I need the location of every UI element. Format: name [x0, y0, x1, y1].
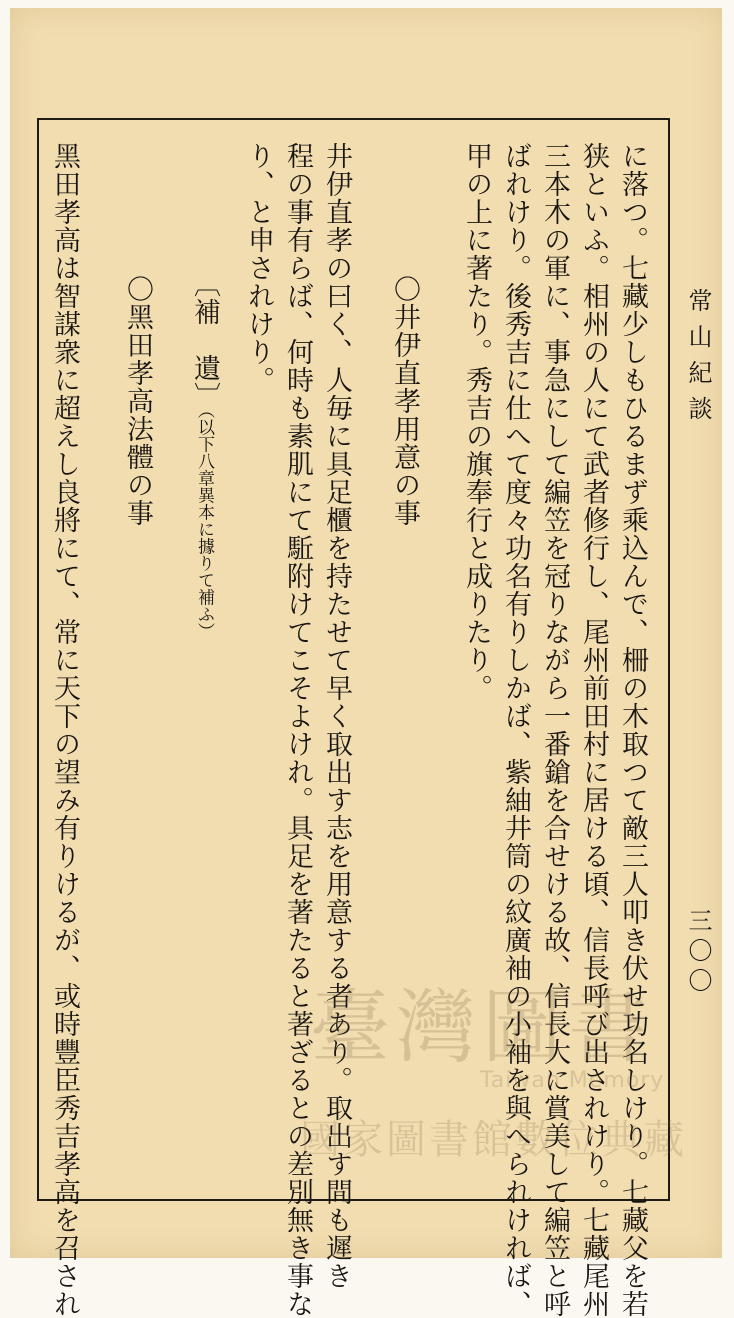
supplement-line: [191, 270, 218, 640]
page-number: 三〇〇: [684, 908, 712, 998]
body-line-7: 程の事有らば、何時も素肌にて駈附けてこそよけれ。具足を著たると著ざるとの差別無き事な: [282, 142, 313, 1318]
watermark-logo: 臺灣圖書: [310, 981, 654, 1074]
body-line-2: 狭といふ。相州の人にて武者修行し、尾州前田村に居ける頃、信長呼び出されけり。七藏尾州: [578, 142, 609, 1318]
body-line-6: 井伊直孝の曰く、人毎に具足櫃を持たせて早く取出す志を用意する者あり。取出す間も遲き: [321, 142, 352, 1290]
book-page: [10, 8, 722, 1318]
watermark-subtitle: 國家圖書館數位典藏: [300, 1117, 687, 1163]
body-line-9: 黑田孝高は智謀衆に超えし良將にて、常に天下の望み有りけるが、或時豐臣秀吉孝高を召され: [49, 142, 80, 1318]
running-head: 常山紀談: [684, 288, 712, 432]
body-line-1: に落つ。七藏少しもひるまず乘込んで、柵の木取つて敵三人叩き伏せ功名しけり。七藏父を若: [617, 142, 648, 1318]
section-heading-kuroda: 〇黑田孝高法體の事: [122, 275, 153, 527]
supplement-note: （以下八章異本に據りて補ふ）: [194, 410, 214, 640]
body-line-4: ばれけり。後秀吉に仕へて度々功名有りしかば、紫紬井筒の紋廣袖の小袖を與へられければ、: [500, 142, 531, 1318]
watermark-english: Taiwan Memory: [480, 1068, 665, 1093]
section-heading-ii-naotaka: 〇井伊直孝用意の事: [389, 275, 420, 527]
supplement-label: 〔補 遺〕: [189, 270, 220, 410]
body-line-3: 三本木の軍に、事急にして編笠を冠りながら一番鎗を合せける故、信長大に賞美して編笠と呼: [539, 142, 570, 1318]
body-line-8: り、と申されけり。: [243, 142, 274, 394]
body-line-5: 甲の上に著たり。秀吉の旗奉行と成りたり。: [461, 142, 492, 702]
